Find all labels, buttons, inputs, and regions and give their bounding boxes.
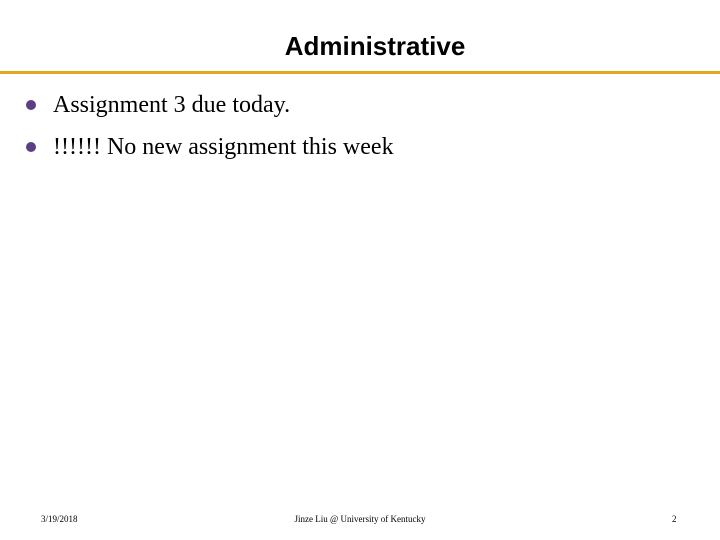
page-number: 2: [672, 514, 677, 524]
bullet-icon: [26, 100, 36, 110]
bullet-text: Assignment 3 due today.: [53, 92, 291, 118]
bullet-text: !!!!!! No new assignment this week: [53, 134, 394, 160]
footer-author: Jinze Liu @ University of Kentucky: [294, 514, 426, 524]
footer-date: 3/19/2018: [41, 514, 78, 524]
bullet-icon: [26, 142, 36, 152]
slide-title: Administrative: [284, 31, 466, 61]
bullet-item: [0, 88, 720, 122]
bullet-item: [0, 130, 720, 164]
title-divider: [0, 71, 720, 74]
